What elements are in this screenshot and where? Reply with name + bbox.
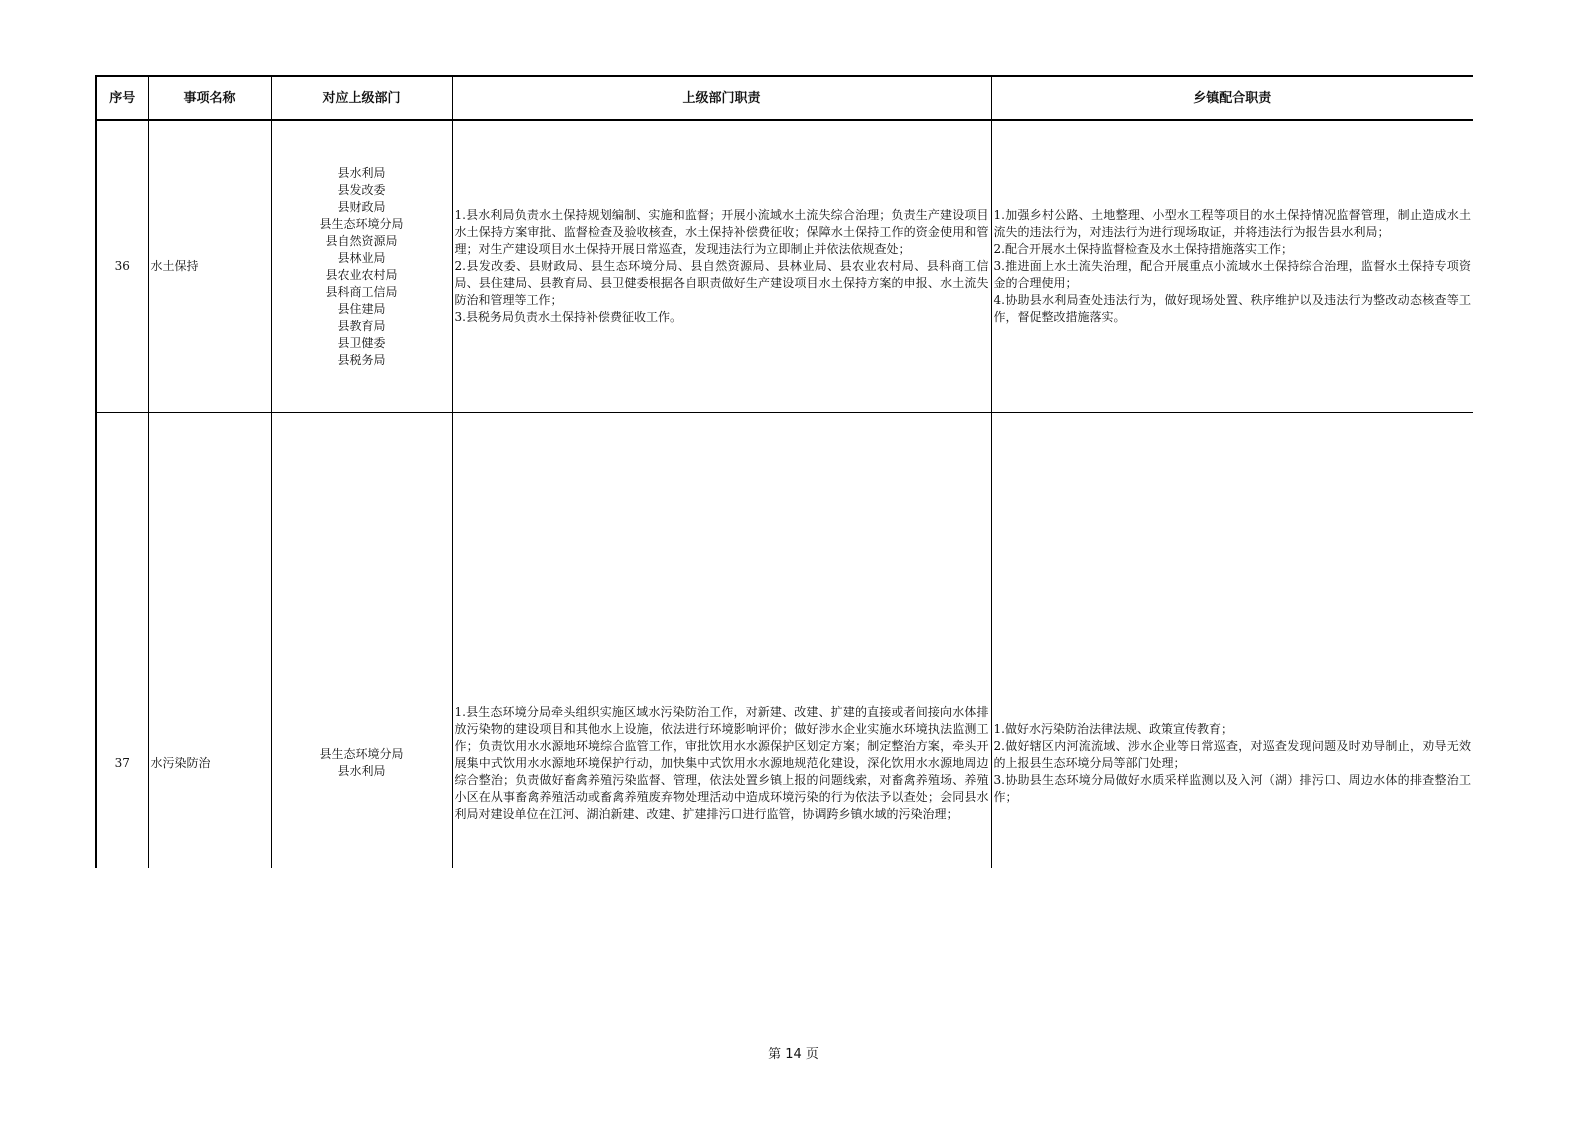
duty-table-container <box>95 75 1473 868</box>
department-item: 县农业农村局 <box>325 267 398 282</box>
department-item: 县教育局 <box>337 318 386 333</box>
header-item-name: 事项名称 <box>148 76 271 120</box>
department-list <box>271 413 452 869</box>
duty-paragraph: 1.县生态环境分局牵头组织实施区域水污染防治工作，对新建、改建、扩建的直接或者间接向水体排放污染物的建设项目和其他水上设施，依法进行环境影响评价；做好涉水企业实施水环境执法监测工作；负责饮用水水源地环境综合监管工作，审批饮用水水源保护区划定方案；制定整治方案，牵头开展集中式饮用水水源地环境保护行动，加快集中式饮用水水源地规范化建设，深化饮用水水源地周边综合整治；负责做好畜禽养殖污染监督、管理，依法处置乡镇上报的问题线索，对畜禽养殖场、养殖小区在从事畜禽养殖活动或畜禽养殖废弃物处理活动中造成环境污染的行为依法予以查处；会同县水利局对建设单位在江河、湖泊新建、改建、扩建排污口进行监管，协调跨乡镇水域的污染治理； <box>454 704 989 821</box>
duty-paragraph: 2.做好辖区内河流流域、涉水企业等日常巡查，对巡查发现问题及时劝导制止，劝导无效的上报县生态环境分局等部门处理； <box>993 738 1471 770</box>
duty-paragraph: 2.县发改委、县财政局、县生态环境分局、县自然资源局、县林业局、县农业农村局、县科商工信局、县住建局、县教育局、县卫健委根据各自职责做好生产建设项目水土保持方案的申报、水土流失防治和管理等工作； <box>454 259 989 307</box>
item-name-cell: 水土保持 <box>148 120 271 413</box>
department-item: 县生态环境分局 <box>319 747 404 761</box>
duty-paragraph: 1.县水利局负责水土保持规划编制、实施和监督；开展小流域水土流失综合治理；负责生产建设项目水土保持方案审批、监督检查及验收核查，水土保持补偿费征收；保障水土保持工作的资金使用和管理；对生产建设项目水土保持开展日常巡查，发现违法行为立即制止并依法依规查处； <box>454 208 989 256</box>
township-duties-cell <box>991 413 1473 869</box>
department-item: 县税务局 <box>337 352 386 367</box>
duty-paragraph: 3.县税务局负责水土保持补偿费征收工作。 <box>454 310 682 324</box>
department-item: 县自然资源局 <box>325 233 398 248</box>
header-serial-number: 序号 <box>96 76 148 120</box>
duty-paragraph: 1.做好水污染防治法律法规、政策宣传教育； <box>993 721 1233 736</box>
page-number: 第 14 页 <box>768 1047 819 1062</box>
department-item: 县林业局 <box>337 250 386 265</box>
duty-paragraph: 3.协助县生态环境分局做好水质采样监测以及入河（湖）排污口、周边水体的排查整治工作； <box>993 772 1471 804</box>
header-upper-department: 对应上级部门 <box>271 76 452 120</box>
serial-number-cell: 37 <box>96 413 148 869</box>
department-item: 县住建局 <box>337 301 386 316</box>
header-township-duties: 乡镇配合职责 <box>991 76 1473 120</box>
duty-paragraph: 1.加强乡村公路、土地整理、小型水工程等项目的水土保持情况监督管理，制止造成水土流失的违法行为，对违法行为进行现场取证，并将违法行为报告县水利局； <box>993 208 1471 239</box>
upper-duties-cell <box>452 120 991 413</box>
duty-paragraph: 2.配合开展水土保持监督检查及水土保持措施落实工作； <box>993 242 1293 256</box>
department-list <box>271 120 452 413</box>
department-item: 县卫健委 <box>337 335 386 350</box>
serial-number-cell: 36 <box>96 120 148 413</box>
department-item: 县科商工信局 <box>325 284 398 299</box>
department-item: 县水利局 <box>337 165 386 180</box>
duty-table <box>95 75 1473 868</box>
table-row-36 <box>96 120 1473 413</box>
header-upper-duties: 上级部门职责 <box>452 76 991 120</box>
table-header-row <box>96 76 1473 120</box>
department-item: 县水利局 <box>337 764 386 778</box>
duty-paragraph: 3.推进面上水土流失治理，配合开展重点小流域水土保持综合治理，监督水土保持专项资金的合理使用； <box>993 259 1471 290</box>
township-duties-cell <box>991 120 1473 413</box>
upper-duties-cell <box>452 413 991 869</box>
item-name-cell: 水污染防治 <box>148 413 271 869</box>
department-item: 县生态环境分局 <box>319 216 404 231</box>
duty-paragraph: 4.协助县水利局查处违法行为，做好现场处置、秩序维护以及违法行为整改动态核查等工作，督促整改措施落实。 <box>993 293 1471 324</box>
department-item: 县发改委 <box>337 182 386 197</box>
table-row-37 <box>96 413 1473 869</box>
department-item: 县财政局 <box>337 199 386 214</box>
